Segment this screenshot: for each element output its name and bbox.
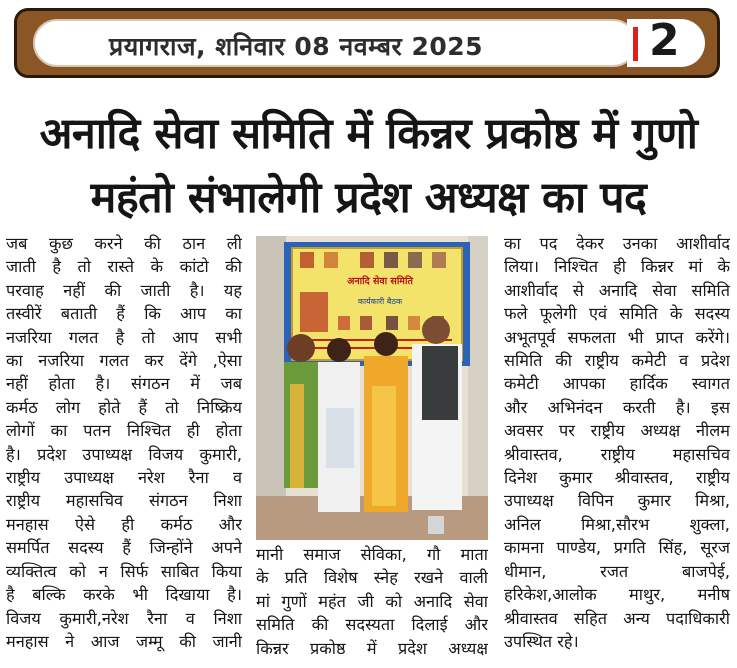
news-photo [256,236,488,540]
article-line: उपस्थित रहे। [504,631,579,651]
dateline: प्रयागराज, शनिवार 08 नवम्बर 2025 [109,32,484,61]
article-line: परवाह नहीं की जाती है। यह [6,280,242,300]
article-line: उपाध्यक्ष विपिन कुमार मिश्रा, [504,491,730,511]
article-line: नहीं होता है। संगठन में जब [6,374,242,394]
article-line: और अभिनंदन करती है। इस [504,397,730,417]
article-line: अभूतपूर्व सफलता भी प्राप्त करेंगे। [504,327,730,347]
article-line: हरिकेश,आलोक माथुर, मनीष [504,585,730,605]
article-line: है। प्रदेश उपाध्यक्ष विजय कुमारी, [6,444,242,464]
article-line: विजय कुमारी,नरेश रैना व निशा [6,608,242,628]
article-line: श्रीवास्तव सहित अन्य पदाधिकारी [504,608,730,628]
article-line: समर्पित सदस्य हैं जिन्होंने अपने [6,538,242,558]
article-line: दिनेश कुमार श्रीवास्तव, राष्ट्रीय [504,468,730,488]
article-line: समिति की सदस्यता दिलाई और [256,615,488,635]
article-line: नजरिया गलत है तो आप सभी [6,327,242,347]
article-column-1 [6,232,242,653]
article-line: फले फूलेगी एवं समिति के सदस्य [504,304,730,324]
article-line: मां गुणों महंत जी को अनादि सेवा [256,591,488,611]
page-number-red-bar [633,27,638,61]
article-line: कमेटी आपका हार्दिक स्वागत [504,374,730,394]
article-line: समिति की राष्ट्रीय कमेटी व प्रदेश [504,351,730,371]
article-line: जब कुछ करने की ठान ली [6,234,242,253]
article-column-2 [256,543,488,660]
article-line: किन्नर प्रकोष्ठ में प्रदेश अध्यक्ष [256,638,488,658]
article-line: अनिल मिश्रा,सौरभ शुक्ला, [504,514,730,534]
article-line: राष्ट्रीय उपाध्यक्ष नरेश रैना व [6,468,242,488]
photo-banner-subtitle: कार्यकारी बैठक [357,297,403,306]
article-column-3 [504,232,730,653]
page-number-box [627,15,705,67]
article-line: के प्रति विशेष स्नेह रखने वाली [256,568,488,588]
article-line: तस्वीरें बताती हैं कि आप का [6,304,242,324]
article-line: धीमान, रजत बाजपेई, [504,561,730,581]
article-line: लोगों का पतन निश्चित ही होता [6,421,242,441]
article-line: श्रीवास्तव, राष्ट्रीय महासचिव [504,444,730,464]
masthead-banner [14,8,720,78]
article-line: जाती है तो रास्ते के कांटो की [6,257,242,277]
article-line: मनहास ने आज जम्मू की जानी [6,631,242,651]
article-line: मनहास ऐसे ही कर्मठ और [6,514,242,534]
article-line: है बल्कि करके भी दिखाया है। [6,585,242,605]
article-line: अवसर पर राष्ट्रीय अध्यक्ष नीलम [504,421,730,441]
photo-banner-title: अनादि सेवा समिति [347,276,413,287]
article-line: राष्ट्रीय महासचिव संगठन निशा [6,491,242,511]
article-line: लिया। निश्चित ही किन्नर मां के [504,257,730,277]
article-line: कर्मठ लोग होते हैं तो निष्क्रिय [6,397,242,417]
dateline-pill [33,19,637,67]
article-line: व्यक्तित्व को न सिर्फ साबित किया [6,561,242,581]
page-number: 2 [649,15,680,66]
article-line: आशीर्वाद से अनादि सेवा समिति [504,280,730,300]
article-line: कामना पाण्डेय, प्रगति सिंह, सूरज [504,538,730,558]
article-line: का पद देकर उनका आशीर्वाद [504,234,730,253]
headline-line-2: महंतो संभालेगी प्रदेश अध्यक्ष का पद [90,173,647,223]
article-line: मानी समाज सेविका, गौ माता [256,545,488,564]
headline-line-1: अनादि सेवा समिति में किन्नर प्रकोष्ठ में गुणो [39,109,698,159]
article-line: का नजरिया गलत कर देंगे ,ऐसा [6,351,242,371]
